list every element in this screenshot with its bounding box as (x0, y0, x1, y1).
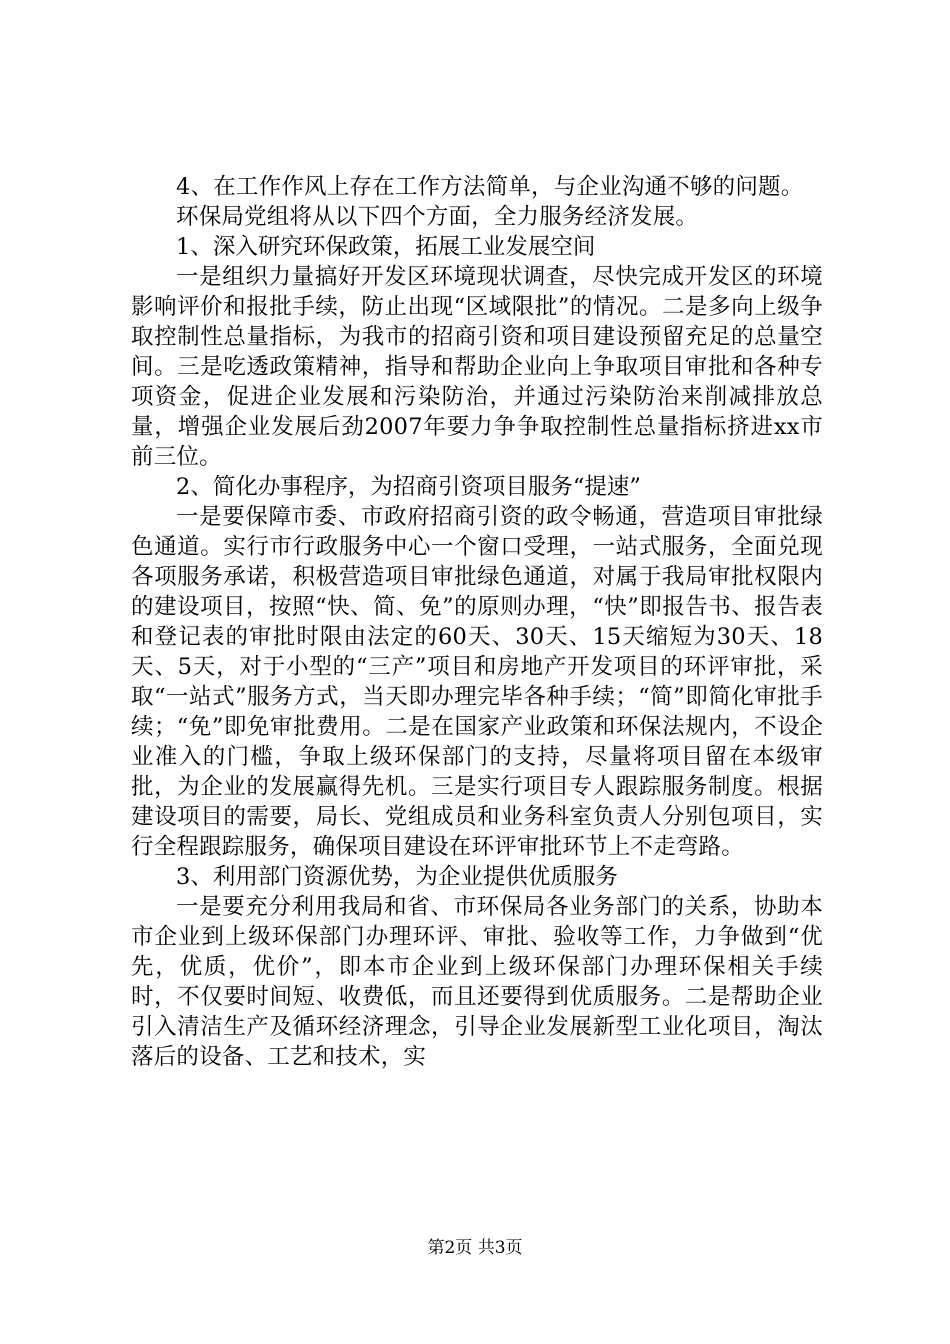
document-body (131, 172, 823, 1072)
section-heading-2: 2、简化办事程序，为招商引资项目服务“提速” (176, 474, 641, 500)
section-heading-3: 3、利用部门资源优势，为企业提供优质服务 (176, 864, 618, 890)
paragraph-section-2: 一是要保障市委、市政府招商引资的政令畅通，营造项目审批绿色通道。实行市行政服务中心一个窗口受理，一站式服务，全面兑现各项服务承诺，积极营造项目审批绿色通道，对属于我局审批权限内的建设项目，按照“快、简、免”的原则办理，“快”即报告书、报告表和登记表的审批时限由法定的60天、30天、15天缩短为30天、18天、5天，对于小型的“三产”项目和房地产开发项目的环评审批，采取“一站式”服务方式，当天即办理完毕各种手续；“简”即简化审批手续；“免”即免审批费用。二是在国家产业政策和环保法规内，不设企业准入的门槛，争取上级环保部门的支持，尽量将项目留在本级审批，为企业的发展赢得先机。三是实行项目专人跟踪服务制度。根据建设项目的需要，局长、党组成员和业务科室负责人分别包项目，实行全程跟踪服务，确保项目建设在环评审批环节上不走弯路。 (131, 504, 823, 860)
paragraph-problem-4: 4、在工作作风上存在工作方法简单，与企业沟通不够的问题。 (176, 174, 804, 200)
page-footer (0, 1237, 950, 1259)
paragraph-intro: 环保局党组将从以下四个方面，全力服务经济发展。 (176, 204, 699, 230)
paragraph-section-3: 一是要充分利用我局和省、市环保局各业务部门的关系，协助本市企业到上级环保部门办理环评、审批、验收等工作，力争做到“优先，优质，优价”，即本市企业到上级环保部门办理环保相关手续时，不仅要时间短、收费低，而且还要得到优质服务。二是帮助企业引入清洁生产及循环经济理念，引导企业发展新型工业化项目，淘汰落后的设备、工艺和技术，实 (131, 894, 823, 1070)
paragraph-section-1: 一是组织力量搞好开发区环境现状调查，尽快完成开发区的环境影响评价和报批手续，防止出现“区域限批”的情况。二是多向上级争取控制性总量指标，为我市的招商引资和项目建设预留充足的总量空间。三是吃透政策精神，指导和帮助企业向上争取项目审批和各种专项资金，促进企业发展和污染防治，并通过污染防治来削减排放总量，增强企业发展后劲2007年要力争争取控制性总量指标挤进xx市前三位。 (131, 264, 823, 470)
page-number-label: 第2页 共3页 (427, 1238, 523, 1258)
section-heading-1: 1、深入研究环保政策，拓展工业发展空间 (176, 234, 596, 260)
